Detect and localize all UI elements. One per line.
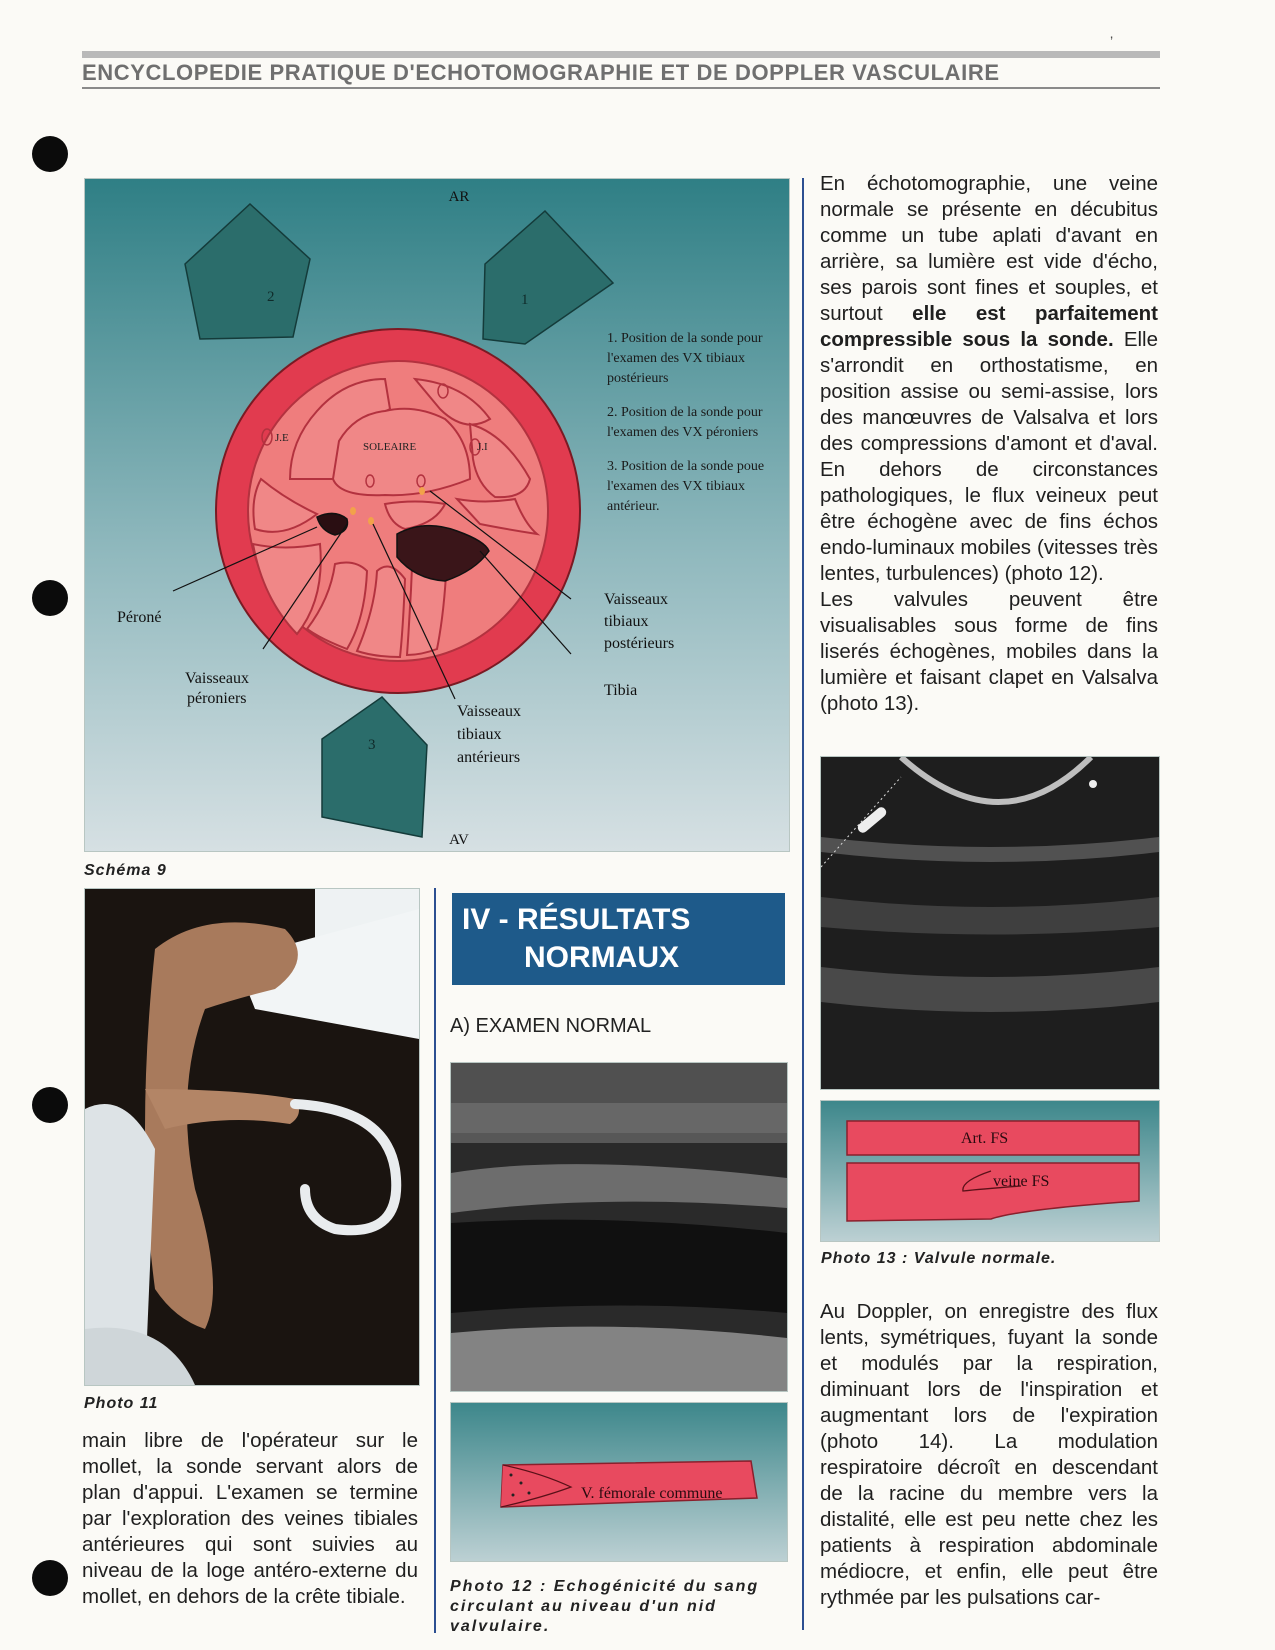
subsection-heading: A) EXAMEN NORMAL	[450, 1015, 652, 1037]
vein-label: V. fémorale commune	[581, 1485, 723, 1502]
callout-vx-tib-ant-1: Vaisseaux	[457, 703, 521, 720]
vein-label: veine FS	[993, 1173, 1050, 1190]
photo-12-diagram	[450, 1402, 788, 1562]
binder-hole	[32, 1560, 68, 1596]
binder-hole	[32, 136, 68, 172]
paragraph-valvules: Les valvules peuvent être visualisables sous forme de fins liserés échogènes, mobiles dans la lumière et faisant clapet en Valsalva (photo 13).	[820, 588, 1158, 715]
section-title-line1: IV - RÉSULTATS	[462, 903, 691, 936]
callout-vx-peroniers-2: péroniers	[187, 690, 247, 707]
schema-9-caption: Schéma 9	[84, 862, 167, 879]
photo-13-ultrasound	[820, 756, 1160, 1090]
photo-12-caption: Photo 12 : Echogénicité du sang circulant au niveau d'un nid valvulaire.	[450, 1578, 760, 1635]
legend-item-3: 3. Position de la sonde poue l'examen des VX tibiaux antérieur.	[607, 459, 765, 514]
section-heading-box	[452, 893, 785, 985]
binder-hole	[32, 1087, 68, 1123]
callout-vx-tib-ant-3: antérieurs	[457, 749, 521, 766]
label-ar: AR	[448, 189, 470, 205]
photo-11	[84, 888, 420, 1386]
muscle-soleaire-label: SOLEAIRE	[363, 441, 417, 453]
photo-11-caption: Photo 11	[84, 1395, 159, 1412]
corner-mark: ’	[1110, 33, 1114, 49]
paragraph-echotomographie: En échotomographie, une veine normale se présente en décubitus comme un tube aplati d'avant en arrière, sa lumière est vide d'écho, ses parois sont fines et souples, et surtout elle est parfaitement compressible sous la sonde. Elle s'arrondit en orthostatisme, en position assise ou semi-assise, lors des manœuvres de Valsalva et lors des compressions d'amont et d'aval. En dehors de circonstances pathologiques, le flux veineux peut être échogène avec de fins échos endo-luminaux mobiles (vitesses très lentes, turbulences) (photo 12).	[820, 172, 1158, 585]
schema-9-figure	[84, 178, 790, 852]
legend-item-1: 1. Position de la sonde pour l'examen des VX tibiaux postérieurs	[607, 331, 763, 386]
photo-13-image	[821, 757, 1159, 1089]
left-column-text: main libre de l'opérateur sur le mollet, la sonde servant alors de plan d'appui. L'examen se termine par l'exploration des veines tibiales antérieures qui sont suivies au niveau de la loge antéro-externe du mollet, en dehors de la crête tibiale.	[82, 1429, 418, 1608]
label-av: AV	[449, 832, 469, 848]
right-column-text	[820, 171, 1158, 717]
muscle-je-label: J.E	[275, 432, 289, 444]
artery-label: Art. FS	[961, 1130, 1009, 1147]
artery-vein-diagram	[821, 1101, 1159, 1241]
column-rule-middle	[434, 888, 436, 1633]
header-rule	[82, 87, 1160, 89]
binder-hole	[32, 580, 68, 616]
doppler-paragraph: Au Doppler, on enregistre des flux lents, symétriques, fuyant la sonde et modulés par la respiration, diminuant lors de l'inspiration et augmentant lors de l'expiration (photo 14). La modulation respiratoire décroît en descendant de la racine du membre vers la distalité, elle est peu nette chez les patients à respiration abdominale médiocre, et enfin, elle peut être rythmée par les pulsations car-	[820, 1300, 1158, 1609]
callout-perone: Péroné	[117, 609, 162, 626]
photo-11-image	[85, 889, 419, 1385]
photo-13-caption: Photo 13 : Valvule normale.	[821, 1250, 1057, 1267]
callout-vx-peroniers-1: Vaisseaux	[185, 670, 249, 687]
callout-vx-tib-post-1: Vaisseaux	[604, 591, 668, 608]
vein-diagram	[451, 1403, 787, 1561]
photo-12-image	[451, 1063, 787, 1391]
running-header: ENCYCLOPEDIE PRATIQUE D'ECHOTOMOGRAPHIE ET DE DOPPLER VASCULAIRE	[82, 60, 1000, 85]
probe-2-label: 2	[267, 289, 275, 305]
column-rule-right	[802, 178, 804, 1630]
callout-vx-tib-post-3: postérieurs	[604, 635, 675, 652]
section-title-line2: NORMAUX	[524, 941, 679, 974]
legend-item-2: 2. Position de la sonde pour l'examen des VX péroniers	[607, 405, 763, 440]
probe-1-label: 1	[521, 292, 529, 308]
header-bar	[82, 51, 1160, 58]
photo-13-diagram	[820, 1100, 1160, 1242]
schema-legend	[607, 329, 765, 517]
muscle-ji-label: J.I	[477, 441, 488, 453]
callout-tibia: Tibia	[604, 682, 638, 699]
callout-vx-tib-ant-2: tibiaux	[457, 726, 502, 743]
photo-12-ultrasound	[450, 1062, 788, 1392]
emphasis-compressible: elle est parfaitement compressible sous la sonde.	[820, 302, 1158, 351]
callout-vx-tib-post-2: tibiaux	[604, 613, 649, 630]
probe-3-label: 3	[368, 737, 376, 753]
